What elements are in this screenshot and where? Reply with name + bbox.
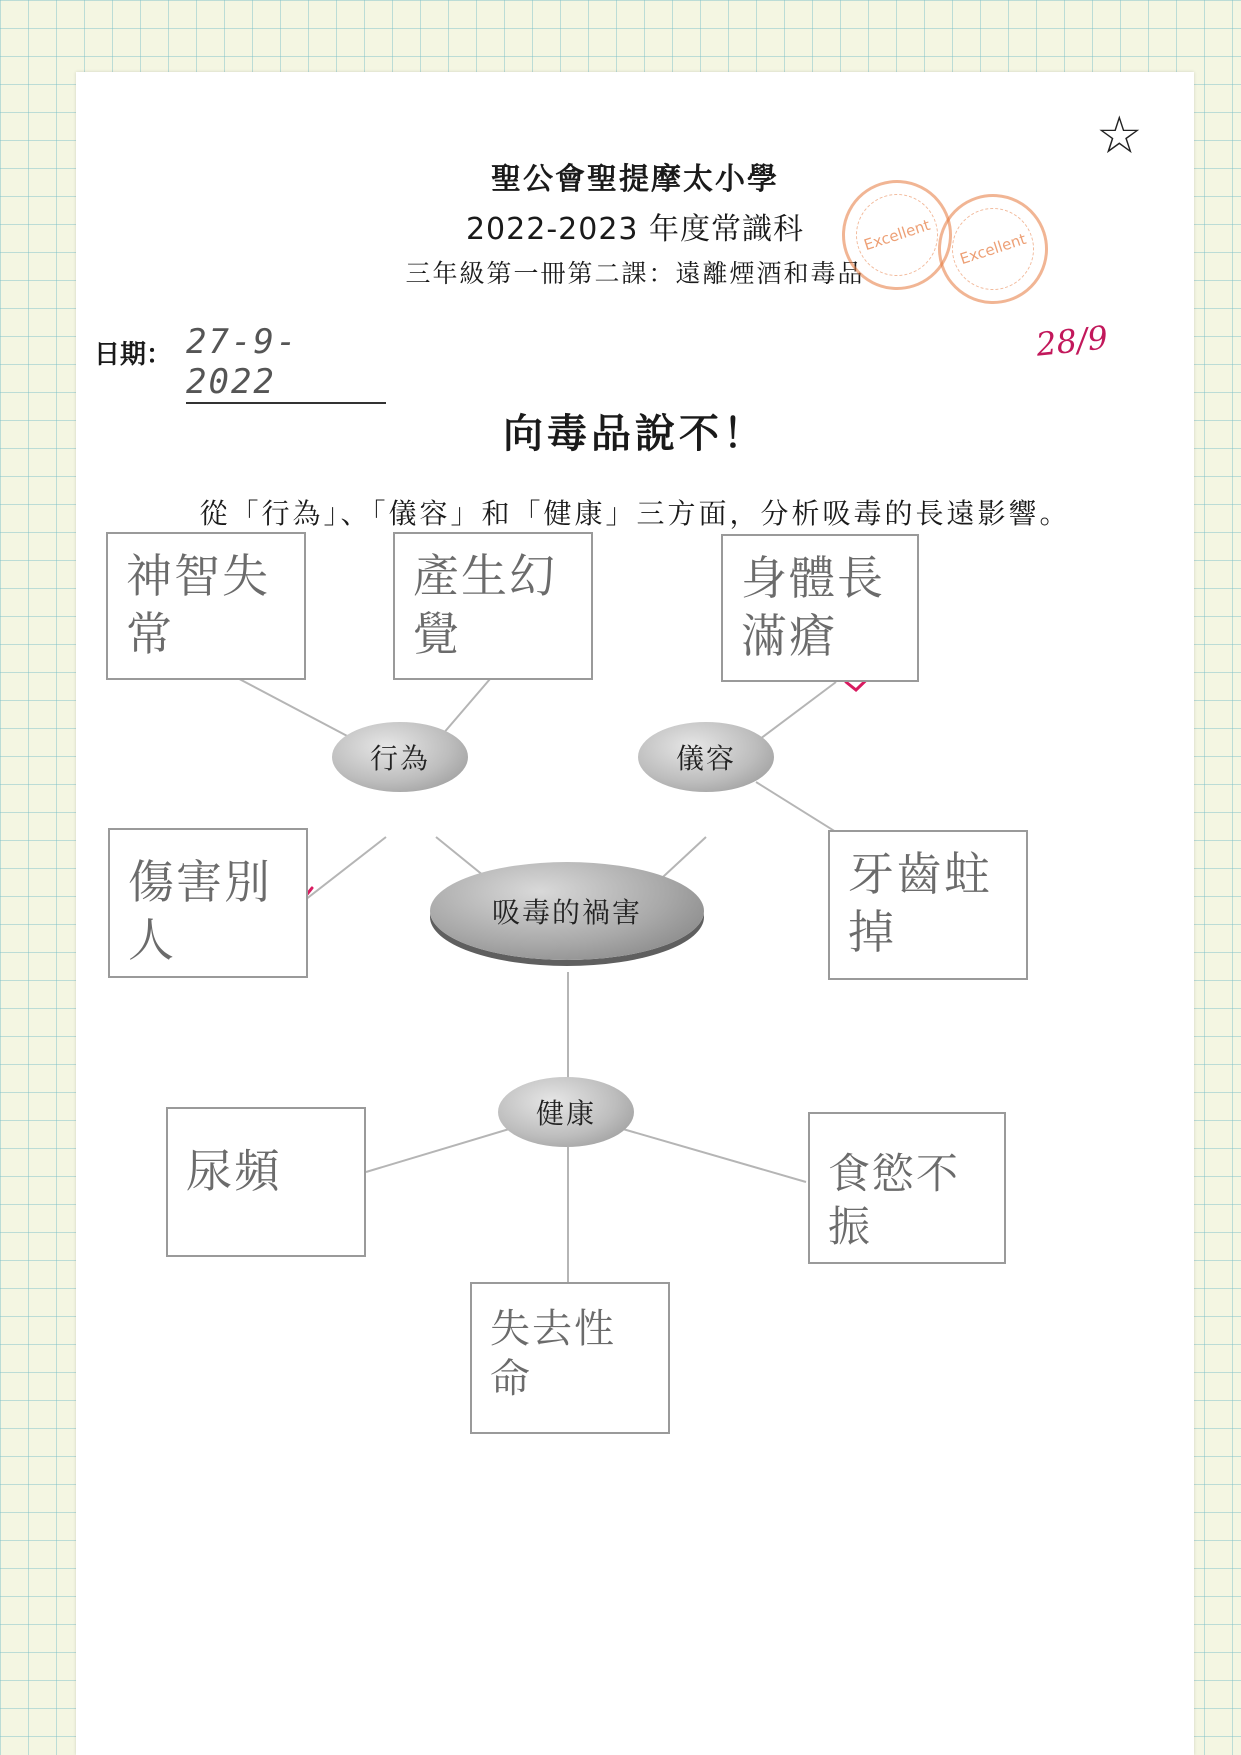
connector-line [296, 837, 386, 907]
category-node-behavior: 行為 [332, 722, 468, 792]
answer-box-health-3 [470, 1282, 670, 1434]
answer-text: 產生幻 覺 [413, 549, 557, 661]
score-mark: 28/9 [1034, 318, 1110, 364]
year-subject: 2022-2023 年度常識科 [465, 212, 805, 247]
stamp-text: Excellent [941, 197, 1044, 300]
date-label: 日期： [94, 340, 173, 370]
star-icon: ☆ [1096, 106, 1143, 166]
answer-box-appearance-2 [828, 830, 1028, 980]
answer-text: 身體長 滿瘡 [741, 551, 885, 663]
lesson-title: 三年級第一冊第二課：遠離煙酒和毒品 [405, 259, 865, 288]
center-node: 吸毒的禍害 [430, 862, 704, 960]
category-node-health: 健康 [498, 1077, 634, 1147]
answer-box-health-2 [808, 1112, 1006, 1264]
stamp-text: Excellent [845, 183, 948, 286]
answer-text: 食慾不振 [828, 1149, 961, 1251]
worksheet-page [76, 72, 1194, 1755]
answer-text: 失去性命 [490, 1306, 616, 1402]
school-name: 聖公會聖提摩太小學 [491, 162, 779, 197]
answer-text: 尿頻 [186, 1144, 282, 1198]
answer-box-behavior-1 [106, 532, 306, 680]
connector-line [756, 682, 836, 742]
answer-box-health-1 [166, 1107, 366, 1257]
answer-box-behavior-2 [393, 532, 593, 680]
answer-text: 傷害別人 [128, 855, 272, 967]
connector-line [366, 1127, 516, 1172]
answer-text: 牙齒蛀 掉 [848, 847, 992, 959]
category-node-appearance: 儀容 [638, 722, 774, 792]
connector-line [616, 1127, 806, 1182]
answer-box-behavior-3 [108, 828, 308, 978]
answer-box-appearance-1 [721, 534, 919, 682]
answer-text: 神智失 常 [126, 549, 270, 661]
date-value: 27-9-2022 [186, 322, 386, 404]
worksheet-title: 向毒品說不！ [503, 410, 767, 457]
instruction-text: 從「行為」、「儀容」和「健康」三方面，分析吸毒的長遠影響。 [199, 497, 1071, 530]
